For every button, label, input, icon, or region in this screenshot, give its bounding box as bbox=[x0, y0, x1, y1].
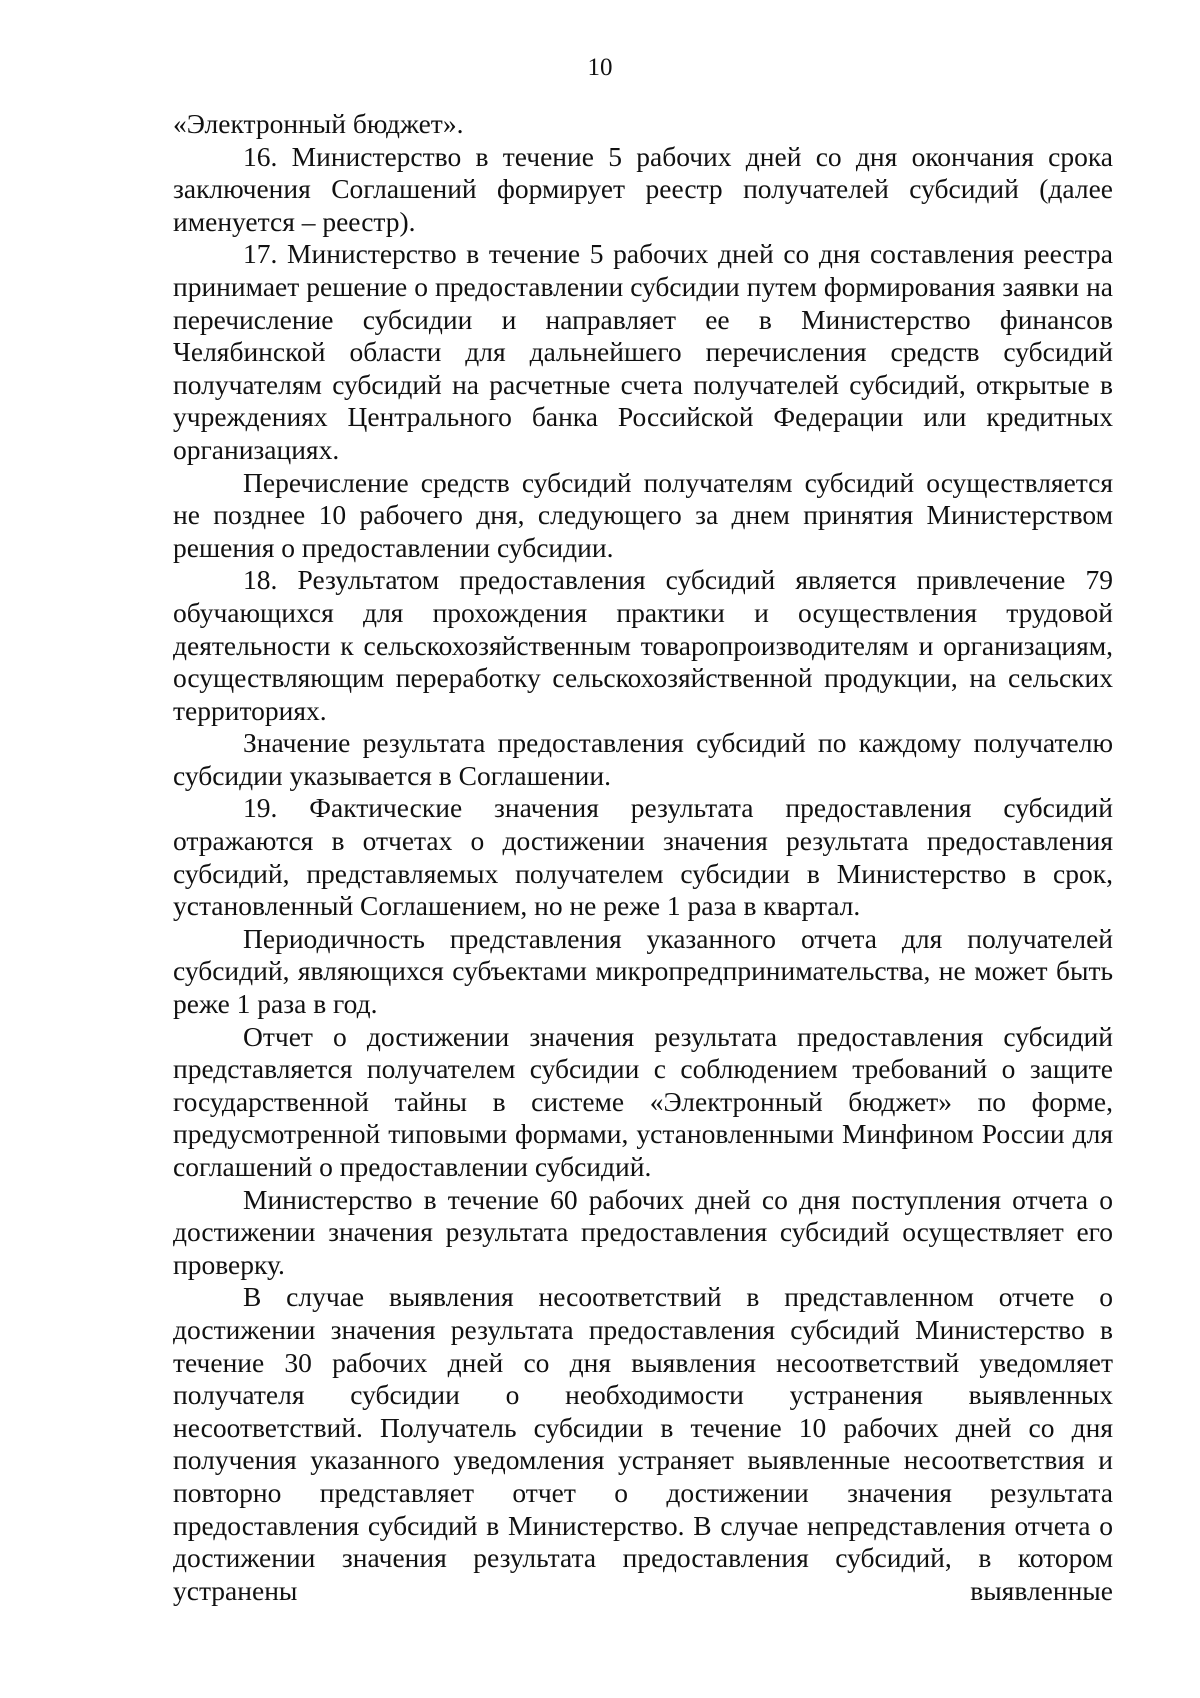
page-number: 10 bbox=[587, 54, 613, 81]
paragraph-verification: Министерство в течение 60 рабочих дней со дня поступления отчета о достижении значения результата предоставления субсидий осуществляет его проверку. bbox=[173, 1183, 1113, 1280]
document-body bbox=[173, 108, 1113, 1607]
paragraph-report: Отчет о достижении значения результата предоставления субсидий представляется получателем субсидии с соблюдением требований о защите государственной тайны в системе «Электронный бюджет» по форме, предусмотренной типовыми формами, установленными Минфином России для соглашений о предоставлении субсидий. bbox=[173, 1020, 1113, 1182]
paragraph-19: 19. Фактические значения результата предоставления субсидий отражаются в отчетах о достижении значения результата предоставления субсидий, представляемых получателем субсидии в Министерство в срок, установленный Соглашением, но не реже 1 раза в квартал. bbox=[173, 792, 1113, 922]
paragraph-18: 18. Результатом предоставления субсидий является привлечение 79 обучающихся для прохождения практики и осуществления трудовой деятельности к сельскохозяйственным товаропроизводителям и организациям, осуществляющим переработку сельскохозяйственной продукции, на сельских территориях. bbox=[173, 564, 1113, 726]
paragraph-16: 16. Министерство в течение 5 рабочих дней со дня окончания срока заключения Соглашений формирует реестр получателей субсидий (далее именуется – реестр). bbox=[173, 140, 1113, 237]
paragraph-continuation: «Электронный бюджет». bbox=[173, 108, 464, 139]
paragraph-transfer: Перечисление средств субсидий получателям субсидий осуществляется не позднее 10 рабочего дня, следующего за днем принятия Министерством решения о предоставлении субсидии. bbox=[173, 466, 1113, 563]
paragraph-result-value: Значение результата предоставления субсидий по каждому получателю субсидии указывается в Соглашении. bbox=[173, 727, 1113, 791]
paragraph-periodicity: Периодичность представления указанного отчета для получателей субсидий, являющихся субъектами микропредпринимательства, не может быть реже 1 раза в год. bbox=[173, 922, 1113, 1020]
paragraph-discrepancies: В случае выявления несоответствий в представленном отчете о достижении значения результата предоставления субсидий Министерство в течение 30 рабочих дней со дня выявления несоответствий уведомляет получателя субсидии о необходимости устранения выявленных несоответствий. Получатель субсидии в течение 10 рабочих дней со дня получения указанного уведомления устраняет выявленные несоответствия и повторно представляет отчет о достижении значения результата предоставления субсидий в Министерство. В случае непредставления отчета о достижении значения результата предоставления субсидий, в котором устранены выявленные bbox=[173, 1281, 1113, 1606]
paragraph-17: 17. Министерство в течение 5 рабочих дней со дня составления реестра принимает решение о предоставлении субсидии путем формирования заявки на перечисление субсидии и направляет ее в Министерство финансов Челябинской области для дальнейшего перечисления средств субсидий получателям субсидий на расчетные счета получателей субсидий, открытые в учреждениях Центрального банка Российской Федерации или кредитных организациях. bbox=[173, 238, 1113, 465]
